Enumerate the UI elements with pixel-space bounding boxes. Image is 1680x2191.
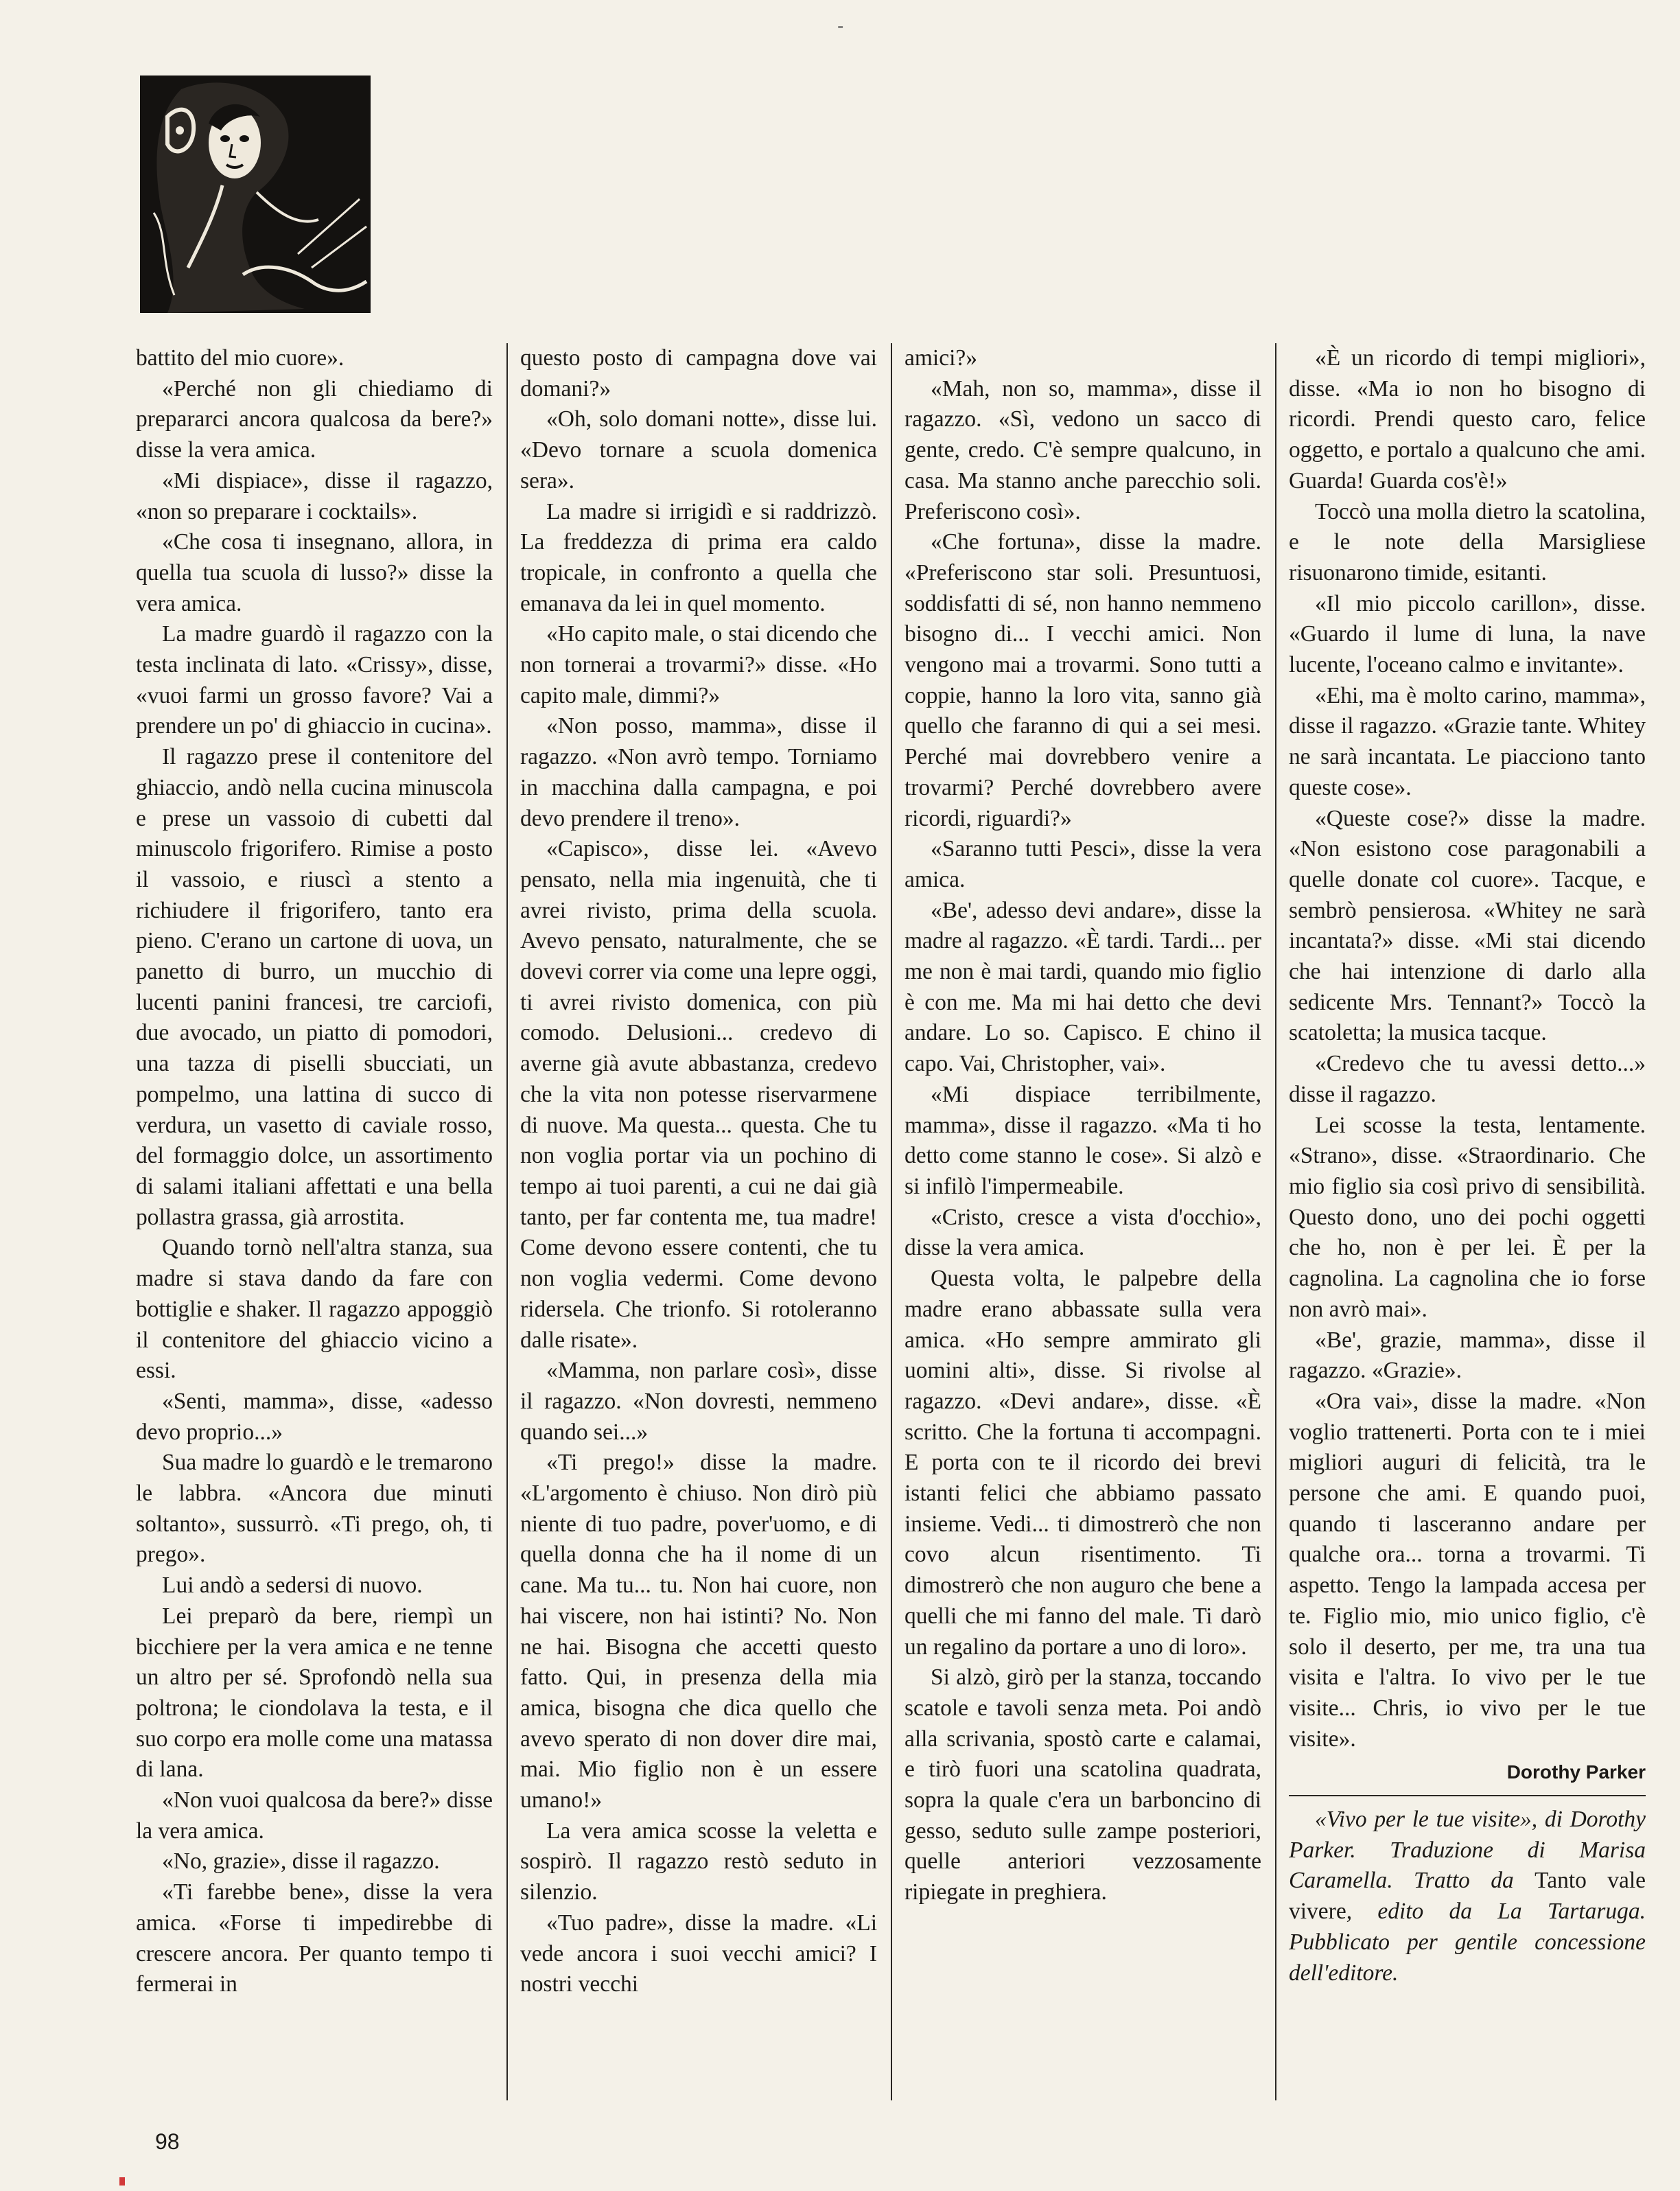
paragraph: «Mi dispiace terribilmente, mamma», disse il ragazzo. «Ma ti ho detto come stanno le cose». Si alzò e si infilò l'impermeabile. — [905, 1081, 1261, 1199]
paragraph: «Che cosa ti insegnano, allora, in quella tua scuola di lusso?» disse la vera amica. — [136, 529, 493, 616]
paragraph: «Be', grazie, mamma», disse il ragazzo. «Grazie». — [1289, 1327, 1646, 1384]
paragraph: La madre guardò il ragazzo con la testa inclinata di lato. «Crissy», disse, «vuoi farmi un grosso favore? Vai a prendere un po' di ghiaccio in cucina». — [136, 621, 493, 739]
paragraph: La madre si irrigidì e si raddrizzò. La freddezza di prima era caldo tropicale, in confronto a quella che emanava da lei in quel momento. — [520, 498, 877, 616]
paragraph: «Mamma, non parlare così», disse il ragazzo. «Non dovresti, nemmeno quando sei...» — [520, 1358, 877, 1445]
illustration-woman-portrait — [140, 76, 371, 313]
paragraph: «Senti, mamma», disse, «adesso devo proprio...» — [136, 1388, 493, 1445]
paragraph: «Ora vai», disse la madre. «Non voglio trattenerti. Porta con te i miei migliori auguri di felicità, tra le persone che ami. E quando puoi, quando ti lasceranno andare per qualche ora... torna a trovarmi. Ti aspetto. Tengo la lampada accesa per te. Figlio mio, mio unico figlio, c'è solo il deserto, per me, tra una tua visita e l'altra. Io vivo per le tue visite... Chris, io vivo per le tue visite». — [1289, 1388, 1646, 1752]
paragraph: «Mah, non so, mamma», disse il ragazzo. «Sì, vedono un sacco di gente, credo. C'è sempre qualcuno, in casa. Ma stanno anche parecchio soli. Preferiscono così». — [905, 375, 1261, 524]
paragraph: Toccò una molla dietro la scatolina, e le note della Marsigliese risuonarono timide, esitanti. — [1289, 498, 1646, 586]
text-column-2 — [520, 343, 877, 2100]
paragraph: «Be', adesso devi andare», disse la madre al ragazzo. «È tardi. Tardi... per me non è mai tardi, quando mio figlio è con me. Ma mi hai detto che devi andare. Lo so. Capisco. E chino il capo. Vai, Christopher, vai». — [905, 897, 1261, 1077]
paragraph: «No, grazie», disse il ragazzo. — [162, 1848, 440, 1875]
paragraph: Lei scosse la testa, lentamente. «Strano», disse. «Straordinario. Che mio figlio sia così privo di sensibilità. Questo dono, uno dei pochi oggetti che ho, non è per lei. È per la cagnolina. La cagnolina che io forse non avrò mai». — [1289, 1112, 1646, 1322]
paragraph: «Non posso, mamma», disse il ragazzo. «Non avrò tempo. Torniamo in macchina dalla campagna, e poi devo prendere il treno». — [520, 713, 877, 831]
paragraph: «Non vuoi qualcosa da bere?» disse la vera amica. — [136, 1787, 493, 1844]
paragraph: «Oh, solo domani notte», disse lui. «Devo tornare a scuola domenica sera». — [520, 406, 877, 494]
paragraph: Questa volta, le palpebre della madre erano abbassate sulla vera amica. «Ho sempre ammirato gli uomini alti», disse. Si rivolse al ragazzo. «Devi andare», disse. «È scritto. Che la fortuna ti accompagni. E porta con te il ricordo dei brevi istanti felici che abbiamo passato insieme. Vedi... ti dimostrerò che non covo alcun risentimento. Ti dimostrerò che non auguro che bene a quelli che mi fanno del male. Ti darò un regalino da portare a uno di loro». — [905, 1266, 1261, 1660]
paragraph: Lui andò a sedersi di nuovo. — [162, 1573, 423, 1599]
text-column-3 — [905, 343, 1261, 2100]
top-mark: - — [837, 15, 844, 36]
paragraph: Il ragazzo prese il contenitore del ghiaccio, andò nella cucina minuscola e prese un vassoio di cubetti dal minuscolo frigorifero. Rimise a posto il vassoio, e riuscì a stento a richiudere il frigorifero, tanto era pieno. C'erano un cartone di uova, un panetto di burro, un mucchio di lucenti panini francesi, tre carciofi, due avocado, un piatto di pomodori, una tazza di piselli sbucciati, un pompelmo, una lattina di succo di verdura, un vasetto di caviale rosso, del formaggio dolce, un assortimento di salami italiani affettati e una bella pollastra grassa, già arrostita. — [136, 744, 493, 1230]
paragraph: Si alzò, girò per la stanza, toccando scatole e tavoli senza meta. Poi andò alla scrivania, spostò carte e calamai, e tirò fuori una scatolina quadrata, sopra la quale c'era un barboncino di gesso, seduto sulle zampe posteriori, quelle anteriori vezzosamente ripiegate in preghiera. — [905, 1665, 1261, 1905]
paragraph: Sua madre lo guardò e le tremarono le labbra. «Ancora due minuti soltanto», sussurrò. «Ti prego, oh, ti prego». — [136, 1450, 493, 1568]
paragraph: «Cristo, cresce a vista d'occhio», disse la vera amica. — [905, 1204, 1261, 1261]
paragraph: La vera amica scosse la veletta e sospirò. Il ragazzo restò seduto in silenzio. — [520, 1818, 877, 1905]
text-column-1 — [136, 343, 493, 2100]
paragraph: «Ho capito male, o stai dicendo che non tornerai a trovarmi?» disse. «Ho capito male, dimmi?» — [520, 621, 877, 708]
paragraph: «Perché non gli chiediamo di prepararci ancora qualcosa da bere?» disse la vera amica. — [136, 375, 493, 463]
print-mark — [119, 2177, 125, 2186]
paragraph: «Ti prego!» disse la madre. «L'argomento è chiuso. Non dirò più niente di tuo padre, pover'uomo, e di quella donna che ha il nome di un cane. Ma tu... tu. Non hai cuore, non hai viscere, non hai istinti? No. Non ne hai. Bisogna che accetti questo fatto. Qui, in presenza della mia amica, bisogna che dica quello che avevo sperato di non dover dire mai, mai. Mio figlio non è un essere umano!» — [520, 1450, 877, 1813]
paragraph: «Il mio piccolo carillon», disse. «Guardo il lume di luna, la nave lucente, l'oceano calmo e invitante». — [1289, 590, 1646, 678]
paragraph: «Ti farebbe bene», disse la vera amica. «Forse ti impedirebbe di crescere ancora. Per quanto tempo ti fermerai in — [136, 1879, 493, 1997]
paragraph: «Mi dispiace», disse il ragazzo, «non so preparare i cocktails». — [136, 467, 493, 524]
credit-text: , edito da La Tartaruga. Pubblicato per gentile concessione dell'editore. — [1289, 1899, 1646, 1986]
paragraph: amici?» — [905, 345, 978, 371]
paragraph: «Queste cose?» disse la madre. «Non esistono cose paragonabili a quelle donate col cuore». Tacque, e sembrò pensierosa. «Whitey ne sarà incantata?» disse. «Mi stai dicendo che hai intenzione di darlo alla sedicente Mrs. Tennant?» Toccò la scatoletta; la musica tacque. — [1289, 805, 1646, 1046]
paragraph: Quando tornò nell'altra stanza, sua madre si stava dando da fare con bottiglie e shaker. Il ragazzo appoggiò il contenitore del ghiaccio vicino a essi. — [136, 1235, 493, 1384]
paragraph: «Saranno tutti Pesci», disse la vera amica. — [905, 836, 1261, 892]
page-number: 98 — [155, 2129, 180, 2154]
author-signature: Dorothy Parker — [1506, 1761, 1646, 1783]
paragraph: «Tuo padre», disse la madre. «Li vede ancora i suoi vecchi amici? I nostri vecchi — [520, 1910, 877, 1997]
credit-book-title: Tanto vale vivere — [1289, 1868, 1646, 1925]
credit-separator — [1289, 1795, 1646, 1796]
paragraph: «È un ricordo di tempi migliori», disse. «Ma io non ho bisogno di ricordi. Prendi questo caro, felice oggetto, e portalo a qualcuno che ami. Guarda! Guarda cos'è!» — [1289, 345, 1646, 494]
publication-credit — [1289, 1805, 1646, 1989]
paragraph: questo posto di campagna dove vai domani?» — [520, 345, 877, 402]
paragraph: «Capisco», disse lei. «Avevo pensato, nella mia ingenuità, che ti avrei rivisto, prima della scuola. Avevo pensato, naturalmente, che se dovevi correr via come una lepre oggi, ti avrei rivisto domenica, con più comodo. Delusioni... credevo di averne già avute abbastanza, credevo che la vita non potesse riservarmene di nuove. Ma questa... questa. Che tu non voglia portar via un pochino di tempo ai tuoi parenti, a cui ne dai già tanto, per far contenta me, tua madre! Come devono essere contenti, che tu non voglia vedermi. Come devono ridersela. Che trionfo. Si rotoleranno dalle risate». — [520, 836, 877, 1353]
text-column-4 — [1289, 343, 1646, 2100]
paragraph: «Credevo che tu avessi detto...» disse il ragazzo. — [1289, 1051, 1646, 1107]
credit-text: «Vivo per le tue visite», di Dorothy Parker. Traduzione di Marisa Caramella. Tratto da — [1289, 1807, 1646, 1894]
paragraph: «Ehi, ma è molto carino, mamma», disse il ragazzo. «Grazie tante. Whitey ne sarà incantata. Le piacciono tanto queste cose». — [1289, 682, 1646, 800]
ink-drawing-image — [140, 76, 371, 313]
paragraph: Lei preparò da bere, riempì un bicchiere per la vera amica e ne tenne un altro per sé. Sprofondò nella sua poltrona; le ciondolava la testa, e il suo corpo era molle come una matassa di lana. — [136, 1603, 493, 1783]
article-body — [136, 343, 1653, 2100]
paragraph: battito del mio cuore». — [136, 345, 345, 371]
paragraph: «Che fortuna», disse la madre. «Preferiscono star soli. Presuntuosi, soddisfatti di sé, non hanno nemmeno bisogno di... I vecchi amici. Non vengono mai a trovarmi. Sono tutti a coppie, hanno la loro vita, sanno già quello che faranno di qui a sei mesi. Perché mai dovrebbero venire a trovarmi? Perché dovrebbero avere ricordi, riguardi?» — [905, 529, 1261, 831]
